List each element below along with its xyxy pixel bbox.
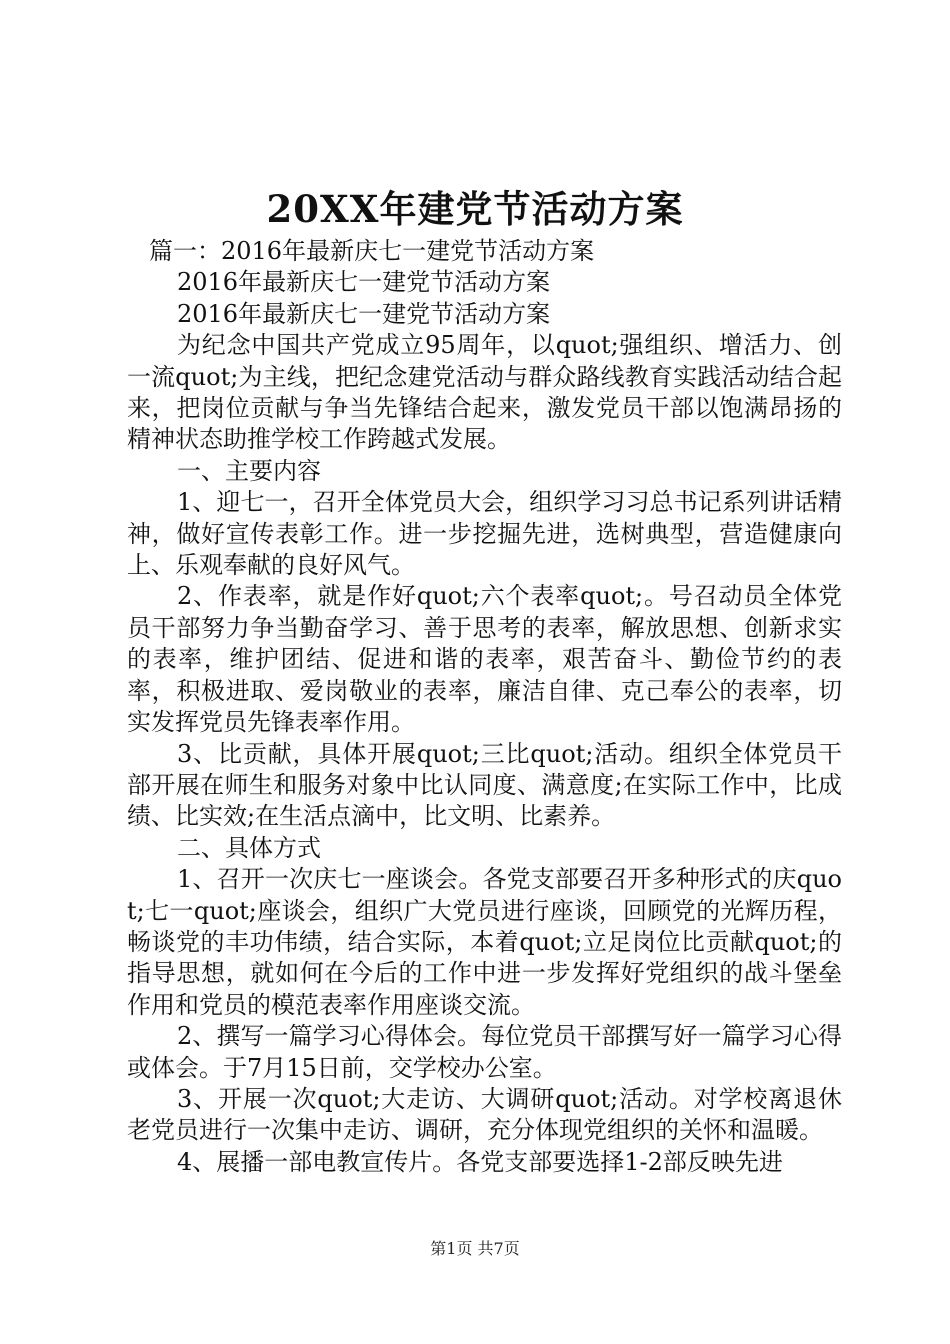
paragraph-item-2: 2、作表率，就是作好quot;六个表率quot;。号召动员全体党员干部努力争当勤奋学习、善于思考的表率，解放思想、创新求实的表率，维护团结、促进和谐的表率，艰苦奋斗、勤俭节约的表率，积极进取、爱岗敬业的表率，廉洁自律、克己奉公的表率，切实发挥党员先锋表率作用。 <box>127 582 842 737</box>
paragraph-item-1: 1、迎七一，召开全体党员大会，组织学习习总书记系列讲话精神，做好宣传表彰工作。进一步挖掘先进，选树典型，营造健康向上、乐观奉献的良好风气。 <box>127 488 842 580</box>
document-title: 20XX年建党节活动方案 <box>266 187 684 231</box>
paragraph-method-1: 1、召开一次庆七一座谈会。各党支部要召开多种形式的庆quot;七一quot;座谈会，组织广大党员进行座谈，回顾党的光辉历程，畅谈党的丰功伟绩，结合实际，本着quot;立足岗位比贡献quot;的指导思想，就如何在今后的工作中进一步发挥好党组织的战斗堡垒作用和党员的模范表率作用座谈交流。 <box>127 865 842 1019</box>
paragraph-item-3: 3、比贡献，具体开展quot;三比quot;活动。组织全体党员干部开展在师生和服务对象中比认同度、满意度;在实际工作中，比成绩、比实效;在生活点滴中，比文明、比素养。 <box>127 739 842 831</box>
document-body <box>127 236 842 1178</box>
paragraph-heading-1: 篇一：2016年最新庆七一建党节活动方案 <box>149 237 595 265</box>
paragraph-heading-3: 2016年最新庆七一建党节活动方案 <box>177 299 551 328</box>
page-footer: 第1页 共7页 <box>430 1239 520 1258</box>
paragraph-heading-2: 2016年最新庆七一建党节活动方案 <box>177 268 551 297</box>
section-heading-methods: 二、具体方式 <box>177 833 321 862</box>
paragraph-method-4: 4、展播一部电教宣传片。各党支部要选择1-2部反映先进 <box>177 1147 783 1176</box>
paragraph-intro: 为纪念中国共产党成立95周年，以quot;强组织、增活力、创一流quot;为主线，把纪念建党活动与群众路线教育实践活动结合起来，把岗位贡献与争当先锋结合起来，激发党员干部以饱满昂扬的精神状态助推学校工作跨越式发展。 <box>127 331 842 454</box>
section-heading-main-content: 一、主要内容 <box>177 456 321 485</box>
paragraph-method-2: 2、撰写一篇学习心得体会。每位党员干部撰写好一篇学习心得或体会。于7月15日前，交学校办公室。 <box>127 1022 842 1082</box>
paragraph-method-3: 3、开展一次quot;大走访、大调研quot;活动。对学校离退休老党员进行一次集中走访、调研，充分体现党组织的关怀和温暖。 <box>127 1084 842 1145</box>
